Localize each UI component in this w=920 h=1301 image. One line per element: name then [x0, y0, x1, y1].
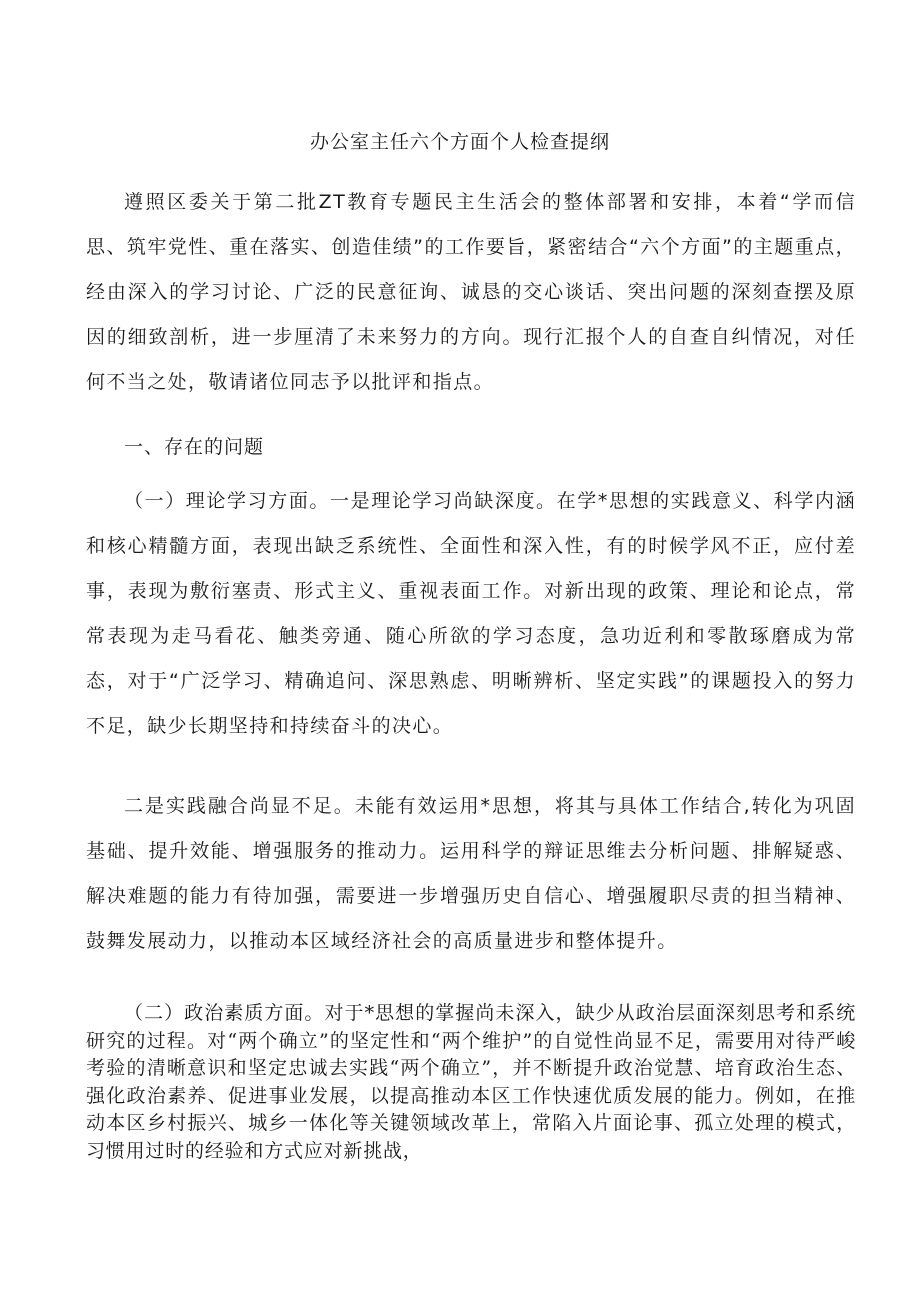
practice-integration-paragraph: 二是实践融合尚显不足。未能有效运用*思想，将其与具体工作结合,转化为巩固基础、提升效能、增强服务的推动力。运用科学的辩证思维去分析问题、排解疑惑、解决难题的能力有待加强，需要进一步增强历史自信心、增强履职尽责的担当精神、鼓舞发展动力，以推动本区域经济社会的高质量进步和整体提升。 — [86, 795, 856, 952]
document-title: 办公室主任六个方面个人检查提纲 — [309, 131, 610, 153]
section-heading-problems: 一、存在的问题 — [124, 436, 265, 458]
theory-study-paragraph: （一）理论学习方面。一是理论学习尚缺深度。在学*思想的实践意义、科学内涵和核心精髓方面，表现出缺乏系统性、全面性和深入性，有的时候学风不正，应付差事，表现为敷衍塞责、形式主义、重视表面工作。对新出现的政策、理论和论点，常常表现为走马看花、触类旁通、随心所欲的学习态度，急功近利和零散琢磨成为常态，对于“广泛学习、精确追问、深思熟虑、明晰辨析、坚定实践”的课题投入的努力不足，缺少长期坚持和持续奋斗的决心。 — [86, 490, 856, 737]
political-quality-paragraph: （二）政治素质方面。对于*思想的掌握尚未深入，缺少从政治层面深刻思考和系统研究的过程。对“两个确立”的坚定性和“两个维护”的自觉性尚显不足，需要用对待严峻考验的清晰意识和坚定忠诚去实践“两个确立”，并不断提升政治觉慧、培育政治生态、强化政治素养、促进事业发展，以提高推动本区工作快速优质发展的能力。例如，在推动本区乡村振兴、城乡一体化等关键领域改革上，常陷入片面论事、孤立处理的模式，习惯用过时的经验和方式应对新挑战， — [86, 1002, 856, 1162]
intro-paragraph: 遵照区委关于第二批ZT教育专题民主生活会的整体部署和安排，本着“学而信思、筑牢党性、重在落实、创造佳绩”的工作要旨，紧密结合“六个方面”的主题重点，经由深入的学习讨论、广泛的民意征询、诚恳的交心谈话、突出问题的深刻查摆及原因的细致剖析，进一步厘清了未来努力的方向。现行汇报个人的自查自纠情况，对任何不当之处，敬请诸位同志予以批评和指点。 — [86, 191, 856, 393]
